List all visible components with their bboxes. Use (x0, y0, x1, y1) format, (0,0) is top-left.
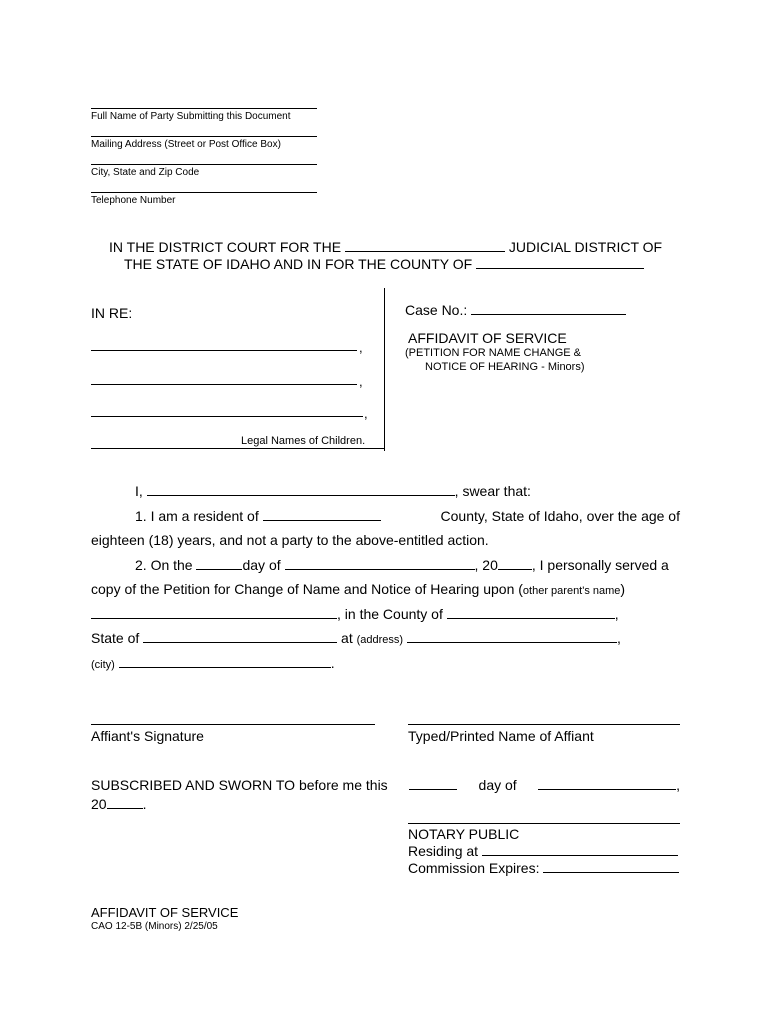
mailing-address-label: Mailing Address (Street or Post Office Box) (91, 139, 281, 150)
state-blank[interactable] (143, 630, 337, 643)
affiant-name-blank[interactable] (147, 483, 455, 496)
notary-day-blank[interactable] (409, 777, 457, 790)
affidavit-subtitle-2: NOTICE OF HEARING - Minors) (425, 361, 585, 373)
affidavit-subtitle-1: (PETITION FOR NAME CHANGE & (405, 347, 582, 359)
comma-address: , (616, 630, 621, 646)
typed-name-line[interactable] (408, 724, 680, 725)
swear-that-text: , swear that: (454, 483, 531, 499)
city-blank[interactable] (119, 655, 331, 668)
child-name-line-3[interactable] (91, 416, 363, 417)
day-of-text: day of (242, 557, 281, 573)
service-county-blank[interactable] (447, 606, 615, 619)
residing-at-row (408, 843, 678, 859)
residing-at-blank[interactable] (482, 843, 678, 856)
swear-row (135, 483, 531, 499)
footer-title: AFFIDAVIT OF SERVICE (91, 905, 239, 920)
period: . (330, 655, 335, 671)
child-name-line-1[interactable] (91, 350, 357, 351)
city-label: (city) (91, 659, 115, 671)
court-heading-text-b: JUDICIAL DISTRICT OF (508, 239, 663, 255)
resident-text-a: 1. I am a resident of (135, 508, 381, 524)
comma-county: , (614, 606, 619, 622)
child-name-line-2[interactable] (91, 384, 357, 385)
case-no-row (405, 302, 626, 318)
caption-vertical-divider (384, 288, 385, 451)
year-blank[interactable] (498, 557, 532, 570)
affiant-signature-line[interactable] (91, 724, 375, 725)
at-text: at (341, 630, 353, 646)
court-heading-line2 (124, 256, 644, 272)
case-no-blank[interactable] (471, 302, 626, 315)
footer-form-code: CAO 12-5B (Minors) 2/25/05 (91, 921, 218, 932)
in-re-label: IN RE: (91, 305, 133, 321)
comma-1: , (359, 340, 363, 355)
commission-expires-label: Commission Expires: (408, 860, 540, 876)
on-the-text: 2. On the (135, 557, 193, 573)
telephone-line[interactable] (91, 192, 317, 193)
notary-month-group (538, 777, 680, 793)
petition-copy-row (91, 581, 625, 597)
state-row (91, 630, 621, 646)
notary-day-of-text: day of (478, 777, 517, 793)
month-blank[interactable] (285, 557, 475, 570)
in-county-text: , in the County of (337, 606, 443, 622)
resident-row (135, 508, 680, 524)
city-state-zip-line[interactable] (91, 164, 317, 165)
affidavit-title: AFFIDAVIT OF SERVICE (408, 330, 567, 346)
court-heading-text-a: IN THE DISTRICT COURT FOR THE (109, 239, 342, 255)
residing-at-label: Residing at (408, 843, 479, 859)
telephone-label: Telephone Number (91, 195, 176, 206)
typed-name-label: Typed/Printed Name of Affiant (408, 728, 594, 744)
notary-year-prefix: 20 (91, 796, 107, 812)
petition-copy-text: copy of the Petition for Change of Name and Notice of Hearing upon ( (91, 581, 523, 597)
notary-public-label: NOTARY PUBLIC (408, 826, 520, 842)
resident-county-blank[interactable] (263, 508, 381, 521)
city-row (91, 655, 335, 671)
close-paren: ) (620, 581, 626, 597)
affiant-signature-label: Affiant's Signature (91, 728, 204, 744)
county-row (91, 606, 619, 622)
i-label: I, (135, 483, 143, 499)
legal-names-label: Legal Names of Children. (241, 435, 366, 447)
address-blank[interactable] (407, 630, 617, 643)
legal-names-bottom-line (91, 448, 384, 449)
full-name-line[interactable] (91, 108, 317, 109)
notary-year-blank[interactable] (107, 796, 143, 809)
comma-2: , (359, 374, 363, 389)
comma-3: , (364, 406, 368, 421)
address-label: (address) (356, 634, 404, 646)
notary-year-row (91, 796, 146, 812)
other-parent-name-blank[interactable] (91, 606, 337, 619)
day-blank[interactable] (196, 557, 242, 570)
mailing-address-line[interactable] (91, 136, 317, 137)
resident-text-b: County, State of Idaho, over the age of (440, 508, 680, 524)
other-parent-label: other parent's name (522, 585, 621, 597)
served-text: , I personally served a (531, 557, 669, 573)
eighteen-row: eighteen (18) years, and not a party to the above-entitled action. (91, 532, 489, 548)
full-name-label: Full Name of Party Submitting this Document (91, 111, 291, 122)
court-heading-line1 (109, 239, 662, 255)
year-prefix-text: , 20 (474, 557, 498, 573)
court-heading-text-c: THE STATE OF IDAHO AND IN FOR THE COUNTY OF (124, 256, 473, 272)
case-no-label: Case No.: (405, 302, 468, 318)
comma-notary: , (676, 777, 680, 793)
subscribed-row (91, 777, 680, 793)
judicial-district-blank[interactable] (345, 239, 505, 252)
notary-month-blank[interactable] (538, 777, 676, 790)
served-date-row (135, 557, 669, 573)
commission-expires-row (408, 860, 679, 876)
notary-period: . (142, 796, 147, 812)
commission-expires-blank[interactable] (543, 860, 679, 873)
city-state-zip-label: City, State and Zip Code (91, 167, 200, 178)
state-of-text: State of (91, 630, 140, 646)
county-blank[interactable] (476, 256, 644, 269)
subscribed-text: SUBSCRIBED AND SWORN TO before me this (91, 777, 388, 793)
notary-signature-line[interactable] (408, 823, 680, 824)
